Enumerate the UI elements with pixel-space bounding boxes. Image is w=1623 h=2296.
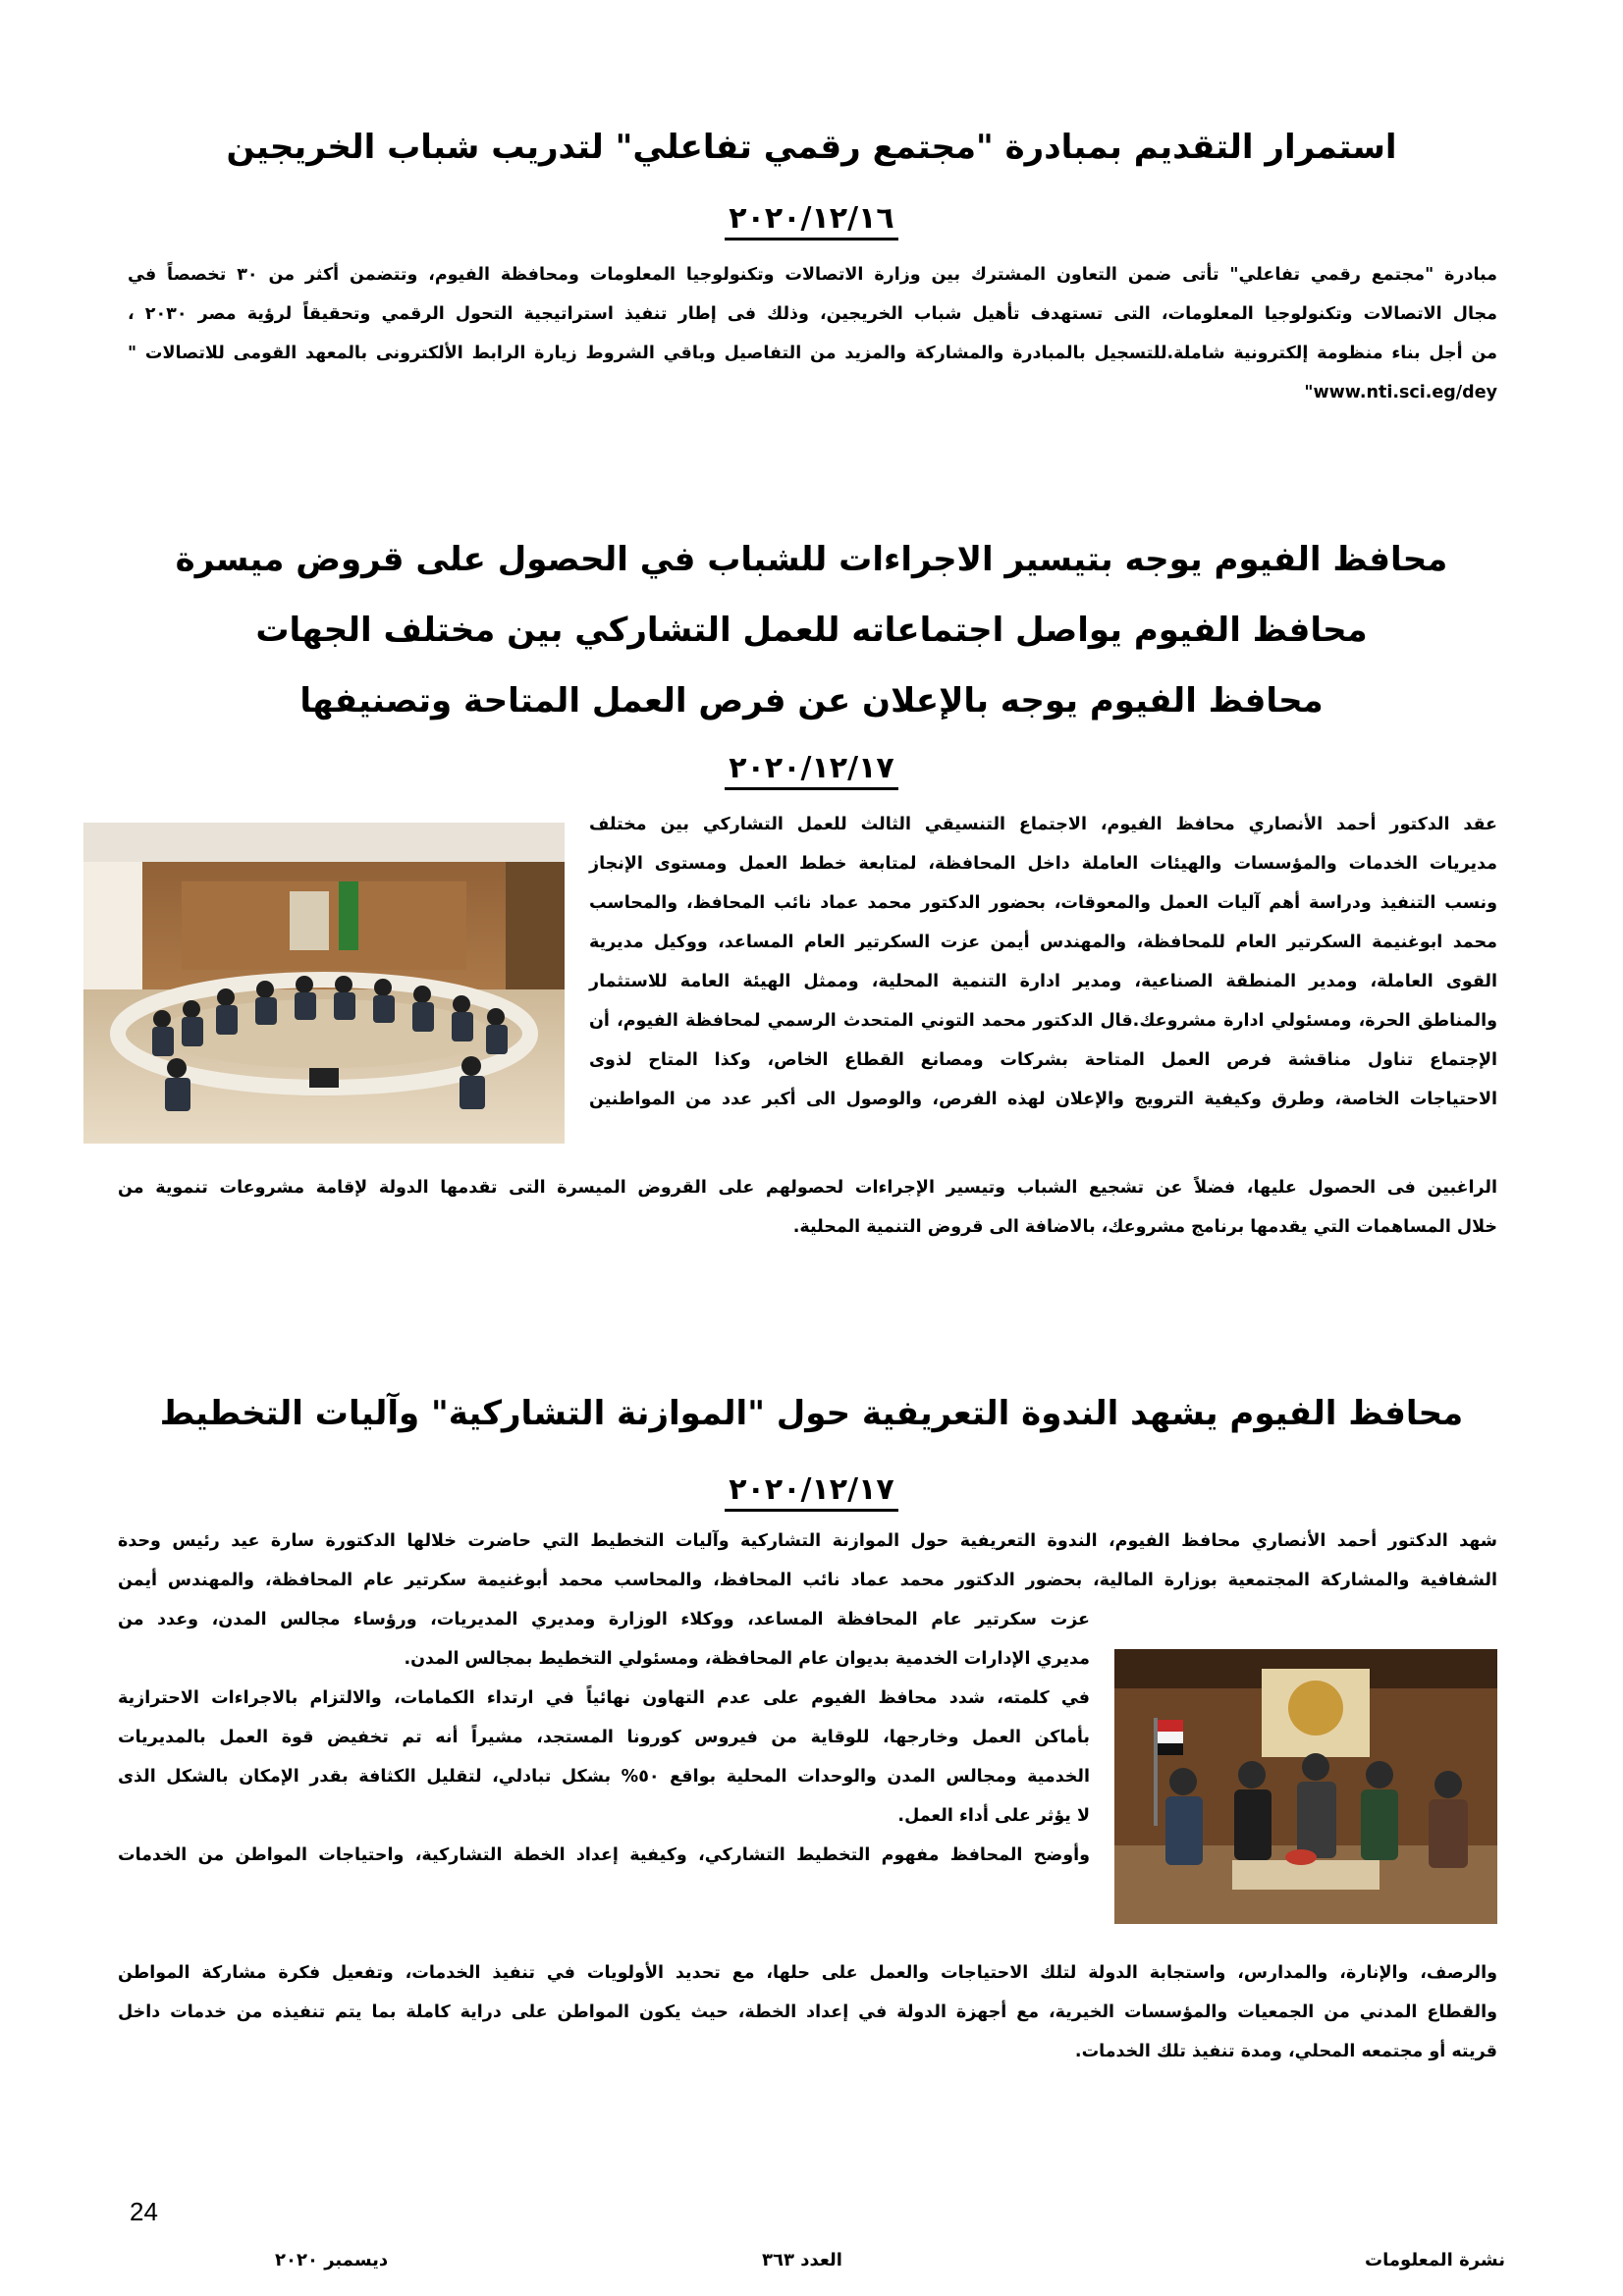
article2-line: الراغبين فى الحصول عليها، فضلاً عن تشجيع الشباب وتيسير الإجراءات لحصولهم على القروض الميسرة التى تقدمها الدولة لإقامة مشروعات تنموية من [118,1178,1497,1198]
article3-line: وأوضح المحافظ مفهوم التخطيط التشاركي، وكيفية إعداد الخطة التشاركية، واحتياجات المواطن من الخدمات [118,1845,1090,1865]
article1-line: "www.nti.sci.eg/dey [1304,383,1497,402]
footer-date: ديسمبر ٢٠٢٠ [275,2250,389,2270]
article2-title-1: محافظ الفيوم يوجه بتيسير الاجراءات للشباب في الحصول على قروض ميسرة [175,540,1448,579]
article3-line: قريته أو مجتمعه المحلي، ومدة تنفيذ تلك الخدمات. [1074,2042,1497,2061]
article2-date: ٢٠٢٠/١٢/١٧ [0,751,1623,785]
article2-line: محمد ابوغنيمة السكرتير العام للمحافظة، والمهندس أيمن عزت السكرتير العام المساعد، ووكيل مديرية [589,933,1497,952]
article3-title: محافظ الفيوم يشهد الندوة التعريفية حول "الموازنة التشاركية" وآليات التخطيط [159,1394,1464,1433]
meeting-room-photo [83,823,565,1144]
article3-body-top [118,1522,1497,1600]
footer-publication-name: نشرة المعلومات [1365,2250,1505,2270]
article1-line: من أجل بناء منظومة إلكترونية شاملة.للتسجيل بالمبادرة والمشاركة والمزيد من التفاصيل وباقي الشروط زيارة الرابط الألكترونى بالمعهد القومى للاتصالات " [128,344,1497,363]
article3-body-beside-photo [118,1600,1090,1875]
article3-line: والقطاع المدني من الجمعيات والمؤسسات الخيرية، مع أجهزة الدولة في إعداد الخطة، حيث يكون المواطن على دراية كاملة بما يتم تنفيذه من خدمات داخل [118,2002,1497,2022]
article3-line: بأماكن العمل وخارجها، للوقاية من فيروس كورونا المستجد، مشيراً أنه تم تخفيض قوة العمل بالمديريات [118,1728,1090,1747]
seminar-image [1114,1649,1497,1924]
meeting-room-image [83,823,565,1144]
article2-line: القوى العاملة، ومدير المنطقة الصناعية، ومدير ادارة التنمية المحلية، وممثل الهيئة العامة للاستثمار [589,972,1497,991]
article1-body [128,255,1497,412]
article3-line: عزت سكرتير عام المحافظة المساعد، ووكلاء الوزارة ومديري المديريات، ورؤساء مجالس المدن، وعدد من [118,1610,1090,1629]
article3-line: والرصف، والإنارة، والمدارس، واستجابة الدولة لتلك الاحتياجات والعمل على حلها، مع تحديد الأولويات في تنفيذ الخدمات، وتفعيل فكرة مشاركة المواطن [118,1963,1497,1983]
article3-line: الشفافية والمشاركة المجتمعية بوزارة المالية، بحضور الدكتور محمد عماد نائب المحافظ، والمحاسب محمد أبوغنيمة سكرتير عام المحافظة، والمهندس أيمن [118,1571,1497,1590]
article1-date: ٢٠٢٠/١٢/١٦ [0,201,1623,236]
article3-body-full [118,1953,1497,2071]
page-number: 24 [130,2197,158,2226]
article2-line: الإجتماع تناول مناقشة فرص العمل المتاحة بشركات ومصانع القطاع الخاص، وكذا المتاح لذوى [589,1050,1497,1070]
article3-date: ٢٠٢٠/١٢/١٧ [0,1472,1623,1507]
article2-title-2: محافظ الفيوم يواصل اجتماعاته للعمل التشاركي بين مختلف الجهات [255,611,1368,650]
article2-line: الاحتياجات الخاصة، وطرق وكيفية الترويج والإعلان لهذه الفرص، والوصول الى أكبر عدد من المواطنين [589,1090,1497,1109]
article3-line: الخدمية ومجالس المدن والوحدات المحلية بواقع ٥٠% بشكل تبادلي، لتقليل الكثافة بقدر الإمكان بالشكل الذى [118,1767,1090,1787]
article2-body-beside-photo [589,805,1497,1119]
article3-line: مديري الإدارات الخدمية بديوان عام المحافظة، ومسئولي التخطيط بمجالس المدن. [404,1649,1090,1669]
article2-title-3: محافظ الفيوم يوجه بالإعلان عن فرص العمل المتاحة وتصنيفها [299,681,1324,721]
seminar-photo [1114,1649,1497,1924]
article2-line: خلال المساهمات التي يقدمها برنامج مشروعك، بالاضافة الى قروض التنمية المحلية. [792,1217,1497,1237]
article3-line: في كلمته، شدد محافظ الفيوم على عدم التهاون نهائياً في ارتداء الكمامات، والالتزام بالاجراءات الاحترازية [118,1688,1090,1708]
article3-line: لا يؤثر على أداء العمل. [897,1806,1090,1826]
article3-line: شهد الدكتور أحمد الأنصاري محافظ الفيوم، الندوة التعريفية حول الموازنة التشاركية وآليات التخطيط التي حاضرت خلالها الدكتورة سارة عيد رئيس وحدة [118,1531,1497,1551]
article1-line: مجال الاتصالات وتكنولوجيا المعلومات، التى تستهدف تأهيل شباب الخريجين، وذلك فى إطار تنفيذ استراتيجية التحول الرقمي وتحقيقاً لرؤية مصر ٢٠٣٠ ، [128,304,1497,324]
article1-line: مبادرة "مجتمع رقمي تفاعلي" تأتى ضمن التعاون المشترك بين وزارة الاتصالات وتكنولوجيا المعلومات ومحافظة الفيوم، وتتضمن أكثر من ٣٠ تخصصاً في [128,265,1498,285]
article2-line: عقد الدكتور أحمد الأنصاري محافظ الفيوم، الاجتماع التنسيقي الثالث للعمل التشاركي بين مختلف [589,815,1497,834]
article2-line: مديريات الخدمات والمؤسسات والهيئات العاملة داخل المحافظة، لمتابعة خطط العمل ومستوى الإنجاز [589,854,1497,874]
article2-line: والمناطق الحرة، ومسئولي ادارة مشروعك.قال الدكتور محمد التوني المتحدث الرسمي لمحافظة الفيوم، أن [589,1011,1497,1031]
article2-body-full [118,1168,1497,1247]
footer-issue-number: العدد ٣٦٣ [762,2250,842,2270]
article1-title: استمرار التقديم بمبادرة "مجتمع رقمي تفاعلي" لتدريب شباب الخريجين [226,128,1397,167]
article2-line: ونسب التنفيذ ودراسة أهم آليات العمل والمعوقات، بحضور الدكتور محمد عماد نائب المحافظ، والمحاسب [589,893,1497,913]
